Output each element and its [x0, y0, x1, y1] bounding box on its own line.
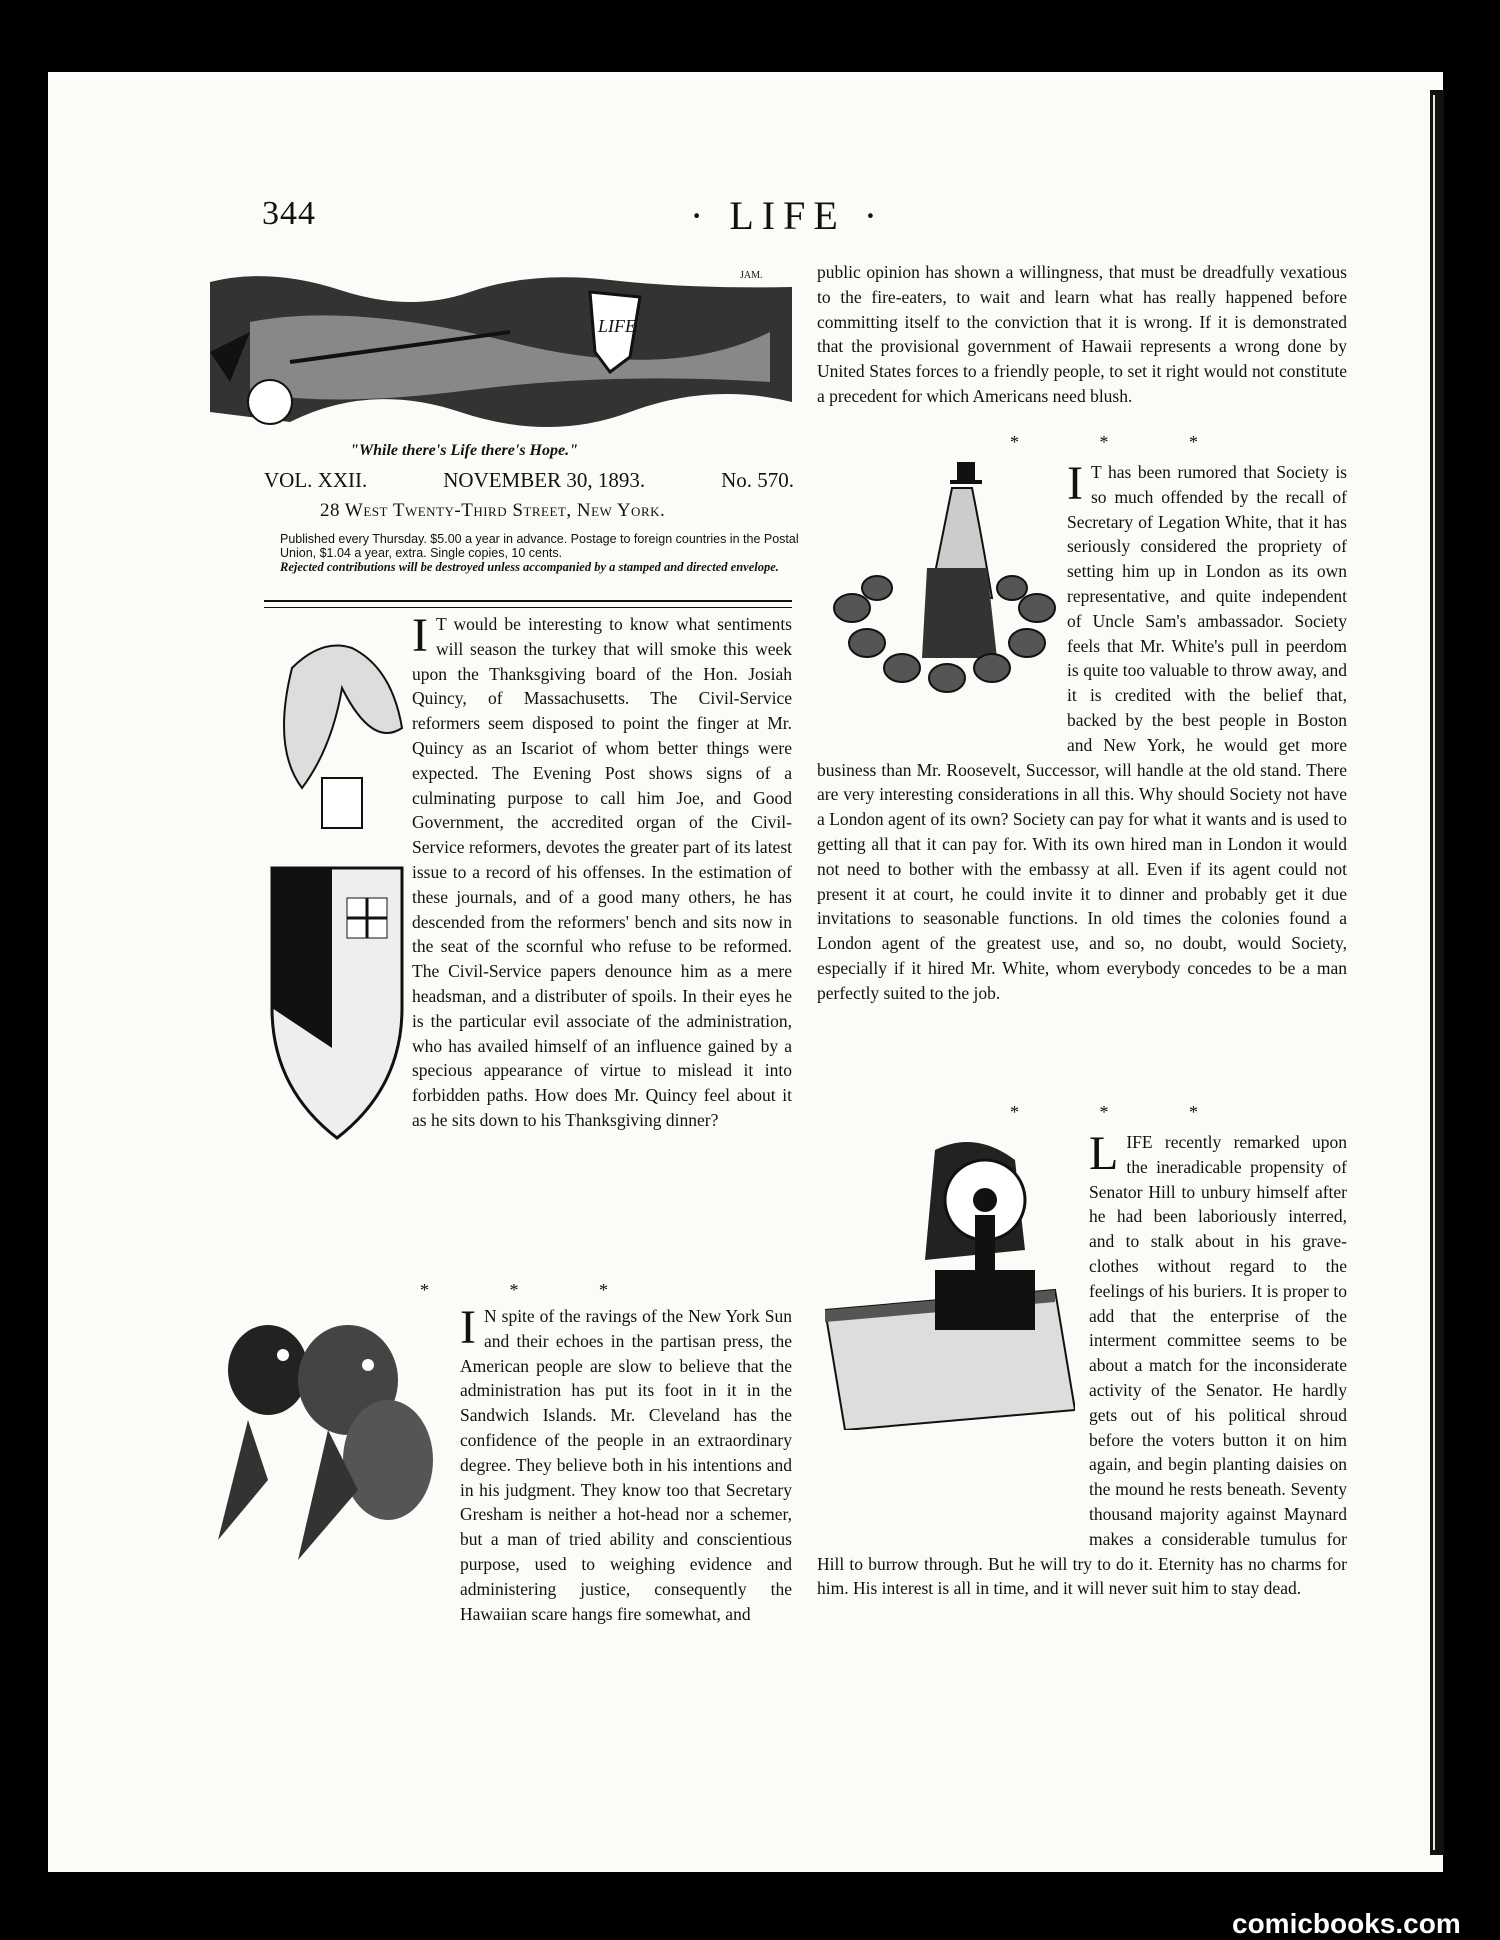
illustration-spacer [817, 460, 1067, 740]
section-separator: * * * [1010, 432, 1236, 452]
facing-page-edge-highlight [1433, 95, 1435, 1850]
issue-number: No. 570. [721, 468, 794, 492]
published-line: Published every Thursday. $5.00 a year in advance. Postage to foreign countries in the Postal Union, $1.04 a year, extra. Single copies, 10 cents. [280, 532, 799, 560]
cartoon-signature: JAM. [740, 270, 763, 281]
double-rule [264, 600, 792, 608]
dropcap: L [1089, 1127, 1119, 1180]
article-hawaii-continuation: public opinion has shown a willingness, that must be dreadfully vexatious to the fire-eaters, to wait and learn what has really happened before committing itself to the conviction that it is wrong. If it is demonstrated that the provisional government of Hawaii represents a wrong done by United States forces to a friendly people, to set it right would not constitute a precedent for which Americans need blush. [817, 262, 1347, 406]
masthead-cartoon-illustration [210, 262, 792, 430]
article-society-text: T has been rumored that Society is so much offended by the recall of Secretary of Legation White, that it has seriously considered the propriety of setting him up in London as its own representative, and quite independent of Uncle Sam's ambassador. Society feels that Mr. White's pull in peerdom is quite too valuable to throw away, and it is credited with the belief that, backed by the best people in Boston and New York, he would get more business than Mr. Roosevelt, Successor, will handle at the old stand. There are very interesting considerations in all this. Why should Society not have a London agent of its own? Society can pay for what it wants and is used to getting all that it can pay for. With its own hired man in London it would not need to bother with the embassy at all. Even if its agent could not present it at court, he could invite it to dinner and probably get it due invitations to seasonable functions. In old times the colonies found a London agent of the greatest use, and so, no doubt, would Society, especially if it hired Mr. White, whom everybody concedes to be a man perfectly suited to the job. [817, 462, 1347, 1003]
page-number: 344 [262, 195, 316, 232]
section-separator: * * * [420, 1280, 646, 1300]
address: 28 West Twenty-Third Street, New York. [320, 500, 666, 521]
rejected-contributions-line: Rejected contributions will be destroyed unless accompanied by a stamped and directed envelope. [280, 560, 779, 574]
article-hill-text: IFE recently remarked upon the ineradicable propensity of Senator Hill to unbury himself after he had been laboriously interred, and to stalk about in his grave-clothes without regard to the feelings of his buriers. It is proper to add that the enterprise of the interment committee seems to be about a match for the inconsiderate activity of the Senator. He hardly gets out of his political shroud before the voters button it on him again, and begin planting daisies on the mound he rests beneath. Seventy thousand majority against Maynard makes a considerable tumulus for Hill to burrow through. But he will try to do it. Eternity has no charms for him. His interest is all in time, and it will never suit him to stay dead. [817, 1132, 1347, 1599]
cartoon-shield-text: LIFE [598, 316, 636, 336]
section-separator: * * * [1010, 1102, 1236, 1122]
article-hawaii-column-1 [460, 1301, 792, 1626]
article-hill-column [817, 1127, 1347, 1601]
masthead-title: · LIFE · [690, 193, 886, 238]
issue-line [264, 468, 794, 493]
watermark: comicbooks.com [1232, 1908, 1461, 1939]
article-quincy-text: T would be interesting to know what sentiments will season the turkey that will smoke this week upon the Thanksgiving board of the Hon. Josiah Quincy, of Massachusetts. The Civil-Service reformers seem disposed to point the finger at Mr. Quincy as an Iscariot of whom better things were expected. The Evening Post shows signs of a culminating purpose to call him Joe, and Good Government, the accredited organ of the Civil-Service reformers, devotes the greater part of its latest issue to a record of his offenses. In the estimation of these journals, and of a good many others, he has descended from the reformers' bench and sits now in the seat of the scornful who refuse to be reformed. The Civil-Service papers denounce him as a mere headsman, and a distributer of spoils. In their eyes he is the particular evil associate of the administration, who has availed himself of an influence gained by a specious appearance of virtue to mislead it into forbidden paths. How does Mr. Quincy feel about it as he sits down to his Thanksgiving dinner? [412, 614, 792, 1130]
dropcap: I [460, 1301, 476, 1354]
volume: VOL. XXII. [264, 468, 368, 492]
article-hawaii-text: N spite of the ravings of the New York Sun and their echoes in the partisan press, the American people are slow to believe that the administration has put its foot in it in the Sandwich Islands. Mr. Cleveland has the confidence of the people in an extraordinary degree. They believe both in his intentions and in his judgment. They know too that Secretary Gresham is neither a hot-head nor a schemer, but a man of tried ability and conscientious purpose, used to weighing evidence and administering justice, consequently the Hawaiian scare hangs fire somewhat, and [460, 1306, 792, 1624]
article-quincy-column [412, 609, 792, 1133]
publication-info [280, 532, 800, 574]
parrots-illustration [208, 1310, 448, 1570]
dropcap: I [412, 609, 428, 662]
issue-date: NOVEMBER 30, 1893. [443, 468, 646, 492]
illustration-spacer [817, 1130, 1089, 1530]
article-society-column [817, 457, 1347, 1006]
motto: "While there's Life there's Hope." [350, 442, 578, 459]
dropcap: I [1067, 457, 1083, 510]
coat-of-arms-illustration [262, 628, 412, 1148]
